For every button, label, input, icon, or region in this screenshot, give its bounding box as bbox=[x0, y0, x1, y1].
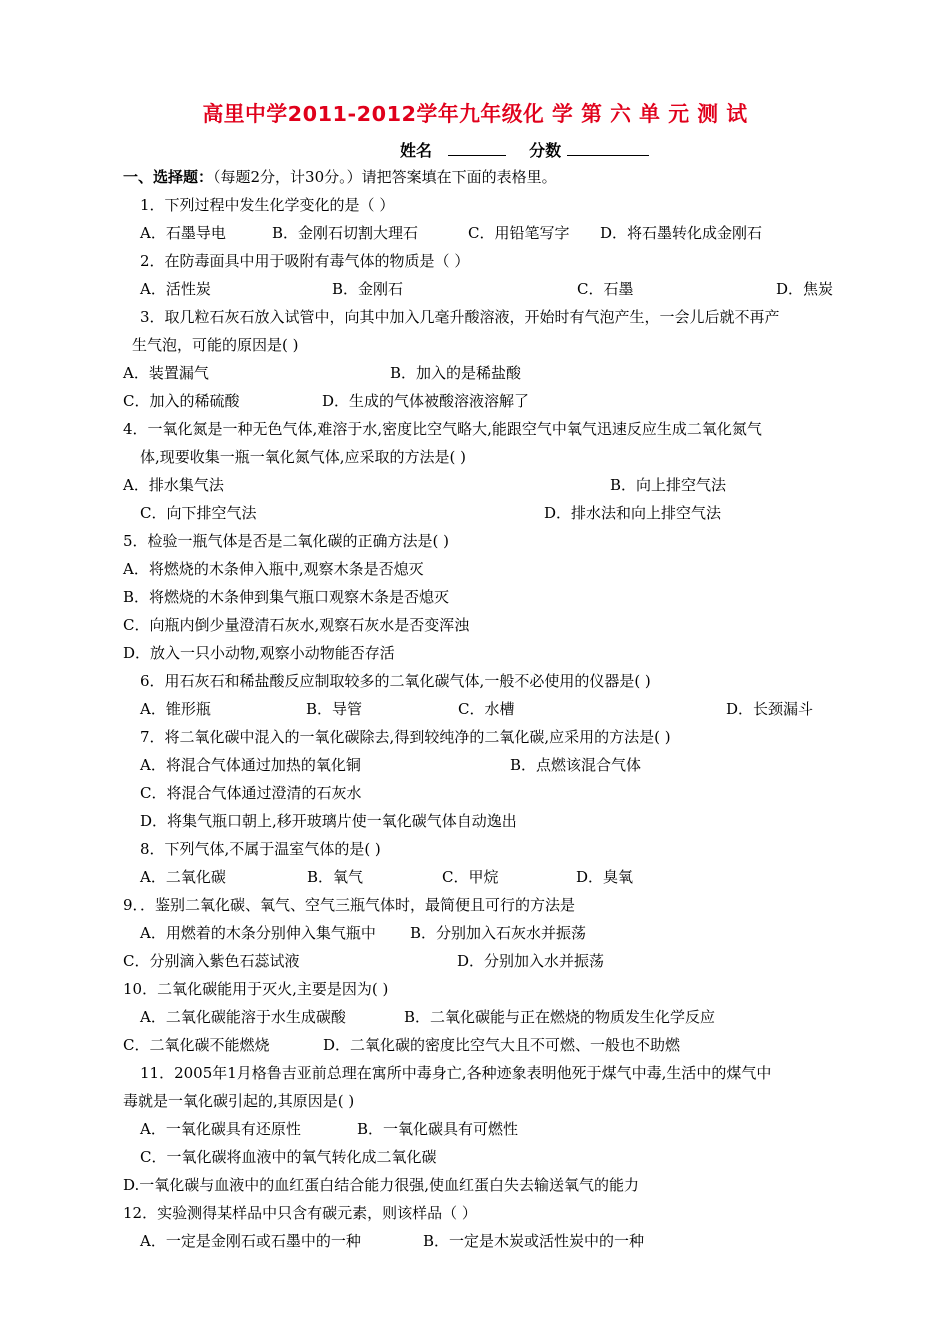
q6-option-b: B．导管 bbox=[306, 700, 363, 718]
q11-option-a: A．一氧化碳具有还原性 bbox=[140, 1120, 301, 1138]
q7-option-d: D．将集气瓶口朝上,移开玻璃片使一氧化碳气体自动逸出 bbox=[140, 812, 517, 830]
q5-stem: 5．检验一瓶气体是否是二氧化碳的正确方法是( ) bbox=[123, 532, 450, 550]
q6-option-a: A．锥形瓶 bbox=[140, 700, 211, 718]
q11-option-d: D.一氧化碳与血液中的血红蛋白结合能力很强,使血红蛋白失去输送氧气的能力 bbox=[123, 1176, 640, 1194]
q10-option-a: A．二氧化碳能溶于水生成碳酸 bbox=[140, 1008, 346, 1026]
q12-option-b: B．一定是木炭或活性炭中的一种 bbox=[423, 1232, 645, 1250]
q3-stem-line1: 3．取几粒石灰石放入试管中，向其中加入几毫升酸溶液，开始时有气泡产生，一会儿后就不再产 bbox=[140, 308, 780, 326]
exam-title: 高里中学2011-2012学年九年级化 学 第 六 单 元 测 试 bbox=[202, 102, 748, 126]
section-1-heading: 一、选择题： bbox=[123, 168, 214, 186]
q10-option-c: C．二氧化碳不能燃烧 bbox=[123, 1036, 270, 1054]
q11-stem-line1: 11．2005年1月格鲁吉亚前总理在寓所中毒身亡,各种迹象表明他死于煤气中毒,生活中的煤气中 bbox=[140, 1064, 772, 1082]
q1-option-c: C．用铅笔写字 bbox=[468, 224, 570, 242]
q7-option-b: B．点燃该混合气体 bbox=[510, 756, 642, 774]
q6-stem: 6．用石灰石和稀盐酸反应制取较多的二氧化碳气体,一般不必使用的仪器是( ) bbox=[140, 672, 651, 690]
q3-option-c: C．加入的稀硫酸 bbox=[123, 392, 240, 410]
q2-option-a: A．活性炭 bbox=[140, 280, 211, 298]
score-blank[interactable] bbox=[567, 140, 649, 156]
name-score-line bbox=[400, 138, 649, 161]
q4-option-b: B．向上排空气法 bbox=[610, 476, 727, 494]
q2-stem: 2．在防毒面具中用于吸附有毒气体的物质是（ ） bbox=[140, 252, 470, 270]
section-1-header bbox=[123, 167, 557, 187]
section-1-instruction: （每题2分，计30分。）请把答案填在下面的表格里。 bbox=[213, 168, 557, 186]
name-blank[interactable] bbox=[448, 140, 506, 156]
q9-option-d: D．分别加入水并振荡 bbox=[457, 952, 605, 970]
q7-option-a: A．将混合气体通过加热的氧化铜 bbox=[140, 756, 361, 774]
q11-option-b: B．一氧化碳具有可燃性 bbox=[357, 1120, 519, 1138]
score-label: 分数 bbox=[529, 141, 562, 160]
q4-option-a: A．排水集气法 bbox=[123, 476, 224, 494]
q5-option-b: B．将燃烧的木条伸到集气瓶口观察木条是否熄灭 bbox=[123, 588, 450, 606]
q9-option-a: A．用燃着的木条分别伸入集气瓶中 bbox=[140, 924, 376, 942]
q10-option-b: B．二氧化碳能与正在燃烧的物质发生化学反应 bbox=[404, 1008, 716, 1026]
q12-stem: 12．实验测得某样品中只含有碳元素，则该样品（ ） bbox=[123, 1204, 477, 1222]
q10-option-d: D．二氧化碳的密度比空气大且不可燃、一般也不助燃 bbox=[323, 1036, 681, 1054]
q8-option-d: D．臭氧 bbox=[576, 868, 634, 886]
q7-option-c: C．将混合气体通过澄清的石灰水 bbox=[140, 784, 362, 802]
q9-option-c: C．分别滴入紫色石蕊试液 bbox=[123, 952, 300, 970]
q4-stem-line2: 体,现要收集一瓶一氧化氮气体,应采取的方法是( ) bbox=[140, 448, 467, 466]
q9-stem: 9．．鉴别二氧化碳、氧气、空气三瓶气体时，最简便且可行的方法是 bbox=[123, 896, 576, 914]
q3-option-a: A．装置漏气 bbox=[123, 364, 209, 382]
q4-stem-line1: 4．一氧化氮是一种无色气体,难溶于水,密度比空气略大,能跟空气中氧气迅速反应生成二氧化氮气 bbox=[123, 420, 762, 438]
q2-option-b: B．金刚石 bbox=[332, 280, 404, 298]
q6-option-d: D．长颈漏斗 bbox=[726, 700, 814, 718]
q9-option-b: B．分别加入石灰水并振荡 bbox=[410, 924, 587, 942]
q5-option-d: D．放入一只小动物,观察小动物能否存活 bbox=[123, 644, 395, 662]
q1-stem: 1．下列过程中发生化学变化的是（ ） bbox=[140, 196, 395, 214]
q7-stem: 7．将二氧化碳中混入的一氧化碳除去,得到较纯净的二氧化碳,应采用的方法是( ) bbox=[140, 728, 671, 746]
q6-option-c: C．水槽 bbox=[458, 700, 515, 718]
q8-option-a: A．二氧化碳 bbox=[140, 868, 226, 886]
q11-option-c: C．一氧化碳将血液中的氧气转化成二氧化碳 bbox=[140, 1148, 437, 1166]
name-label: 姓名 bbox=[400, 141, 433, 160]
q4-option-d: D．排水法和向上排空气法 bbox=[544, 504, 722, 522]
q3-option-b: B．加入的是稀盐酸 bbox=[390, 364, 522, 382]
q11-stem-line2: 毒就是一氧化碳引起的,其原因是( ) bbox=[123, 1092, 355, 1110]
q5-option-a: A．将燃烧的木条伸入瓶中,观察木条是否熄灭 bbox=[123, 560, 424, 578]
q4-option-c: C．向下排空气法 bbox=[140, 504, 257, 522]
q1-option-b: B．金刚石切割大理石 bbox=[272, 224, 419, 242]
q1-option-a: A．石墨导电 bbox=[140, 224, 226, 242]
q5-option-c: C．向瓶内倒少量澄清石灰水,观察石灰水是否变浑浊 bbox=[123, 616, 470, 634]
q3-option-d: D．生成的气体被酸溶液溶解了 bbox=[322, 392, 530, 410]
q1-option-d: D．将石墨转化成金刚石 bbox=[600, 224, 763, 242]
q8-option-c: C．甲烷 bbox=[442, 868, 499, 886]
q3-stem-line2: 生气泡，可能的原因是( ) bbox=[132, 336, 299, 354]
q12-option-a: A．一定是金刚石或石墨中的一种 bbox=[140, 1232, 361, 1250]
q2-option-c: C．石墨 bbox=[577, 280, 634, 298]
q10-stem: 10．二氧化碳能用于灭火,主要是因为( ) bbox=[123, 980, 389, 998]
q8-stem: 8．下列气体,不属于温室气体的是( ) bbox=[140, 840, 381, 858]
q8-option-b: B．氧气 bbox=[307, 868, 364, 886]
q2-option-d: D．焦炭 bbox=[776, 280, 834, 298]
